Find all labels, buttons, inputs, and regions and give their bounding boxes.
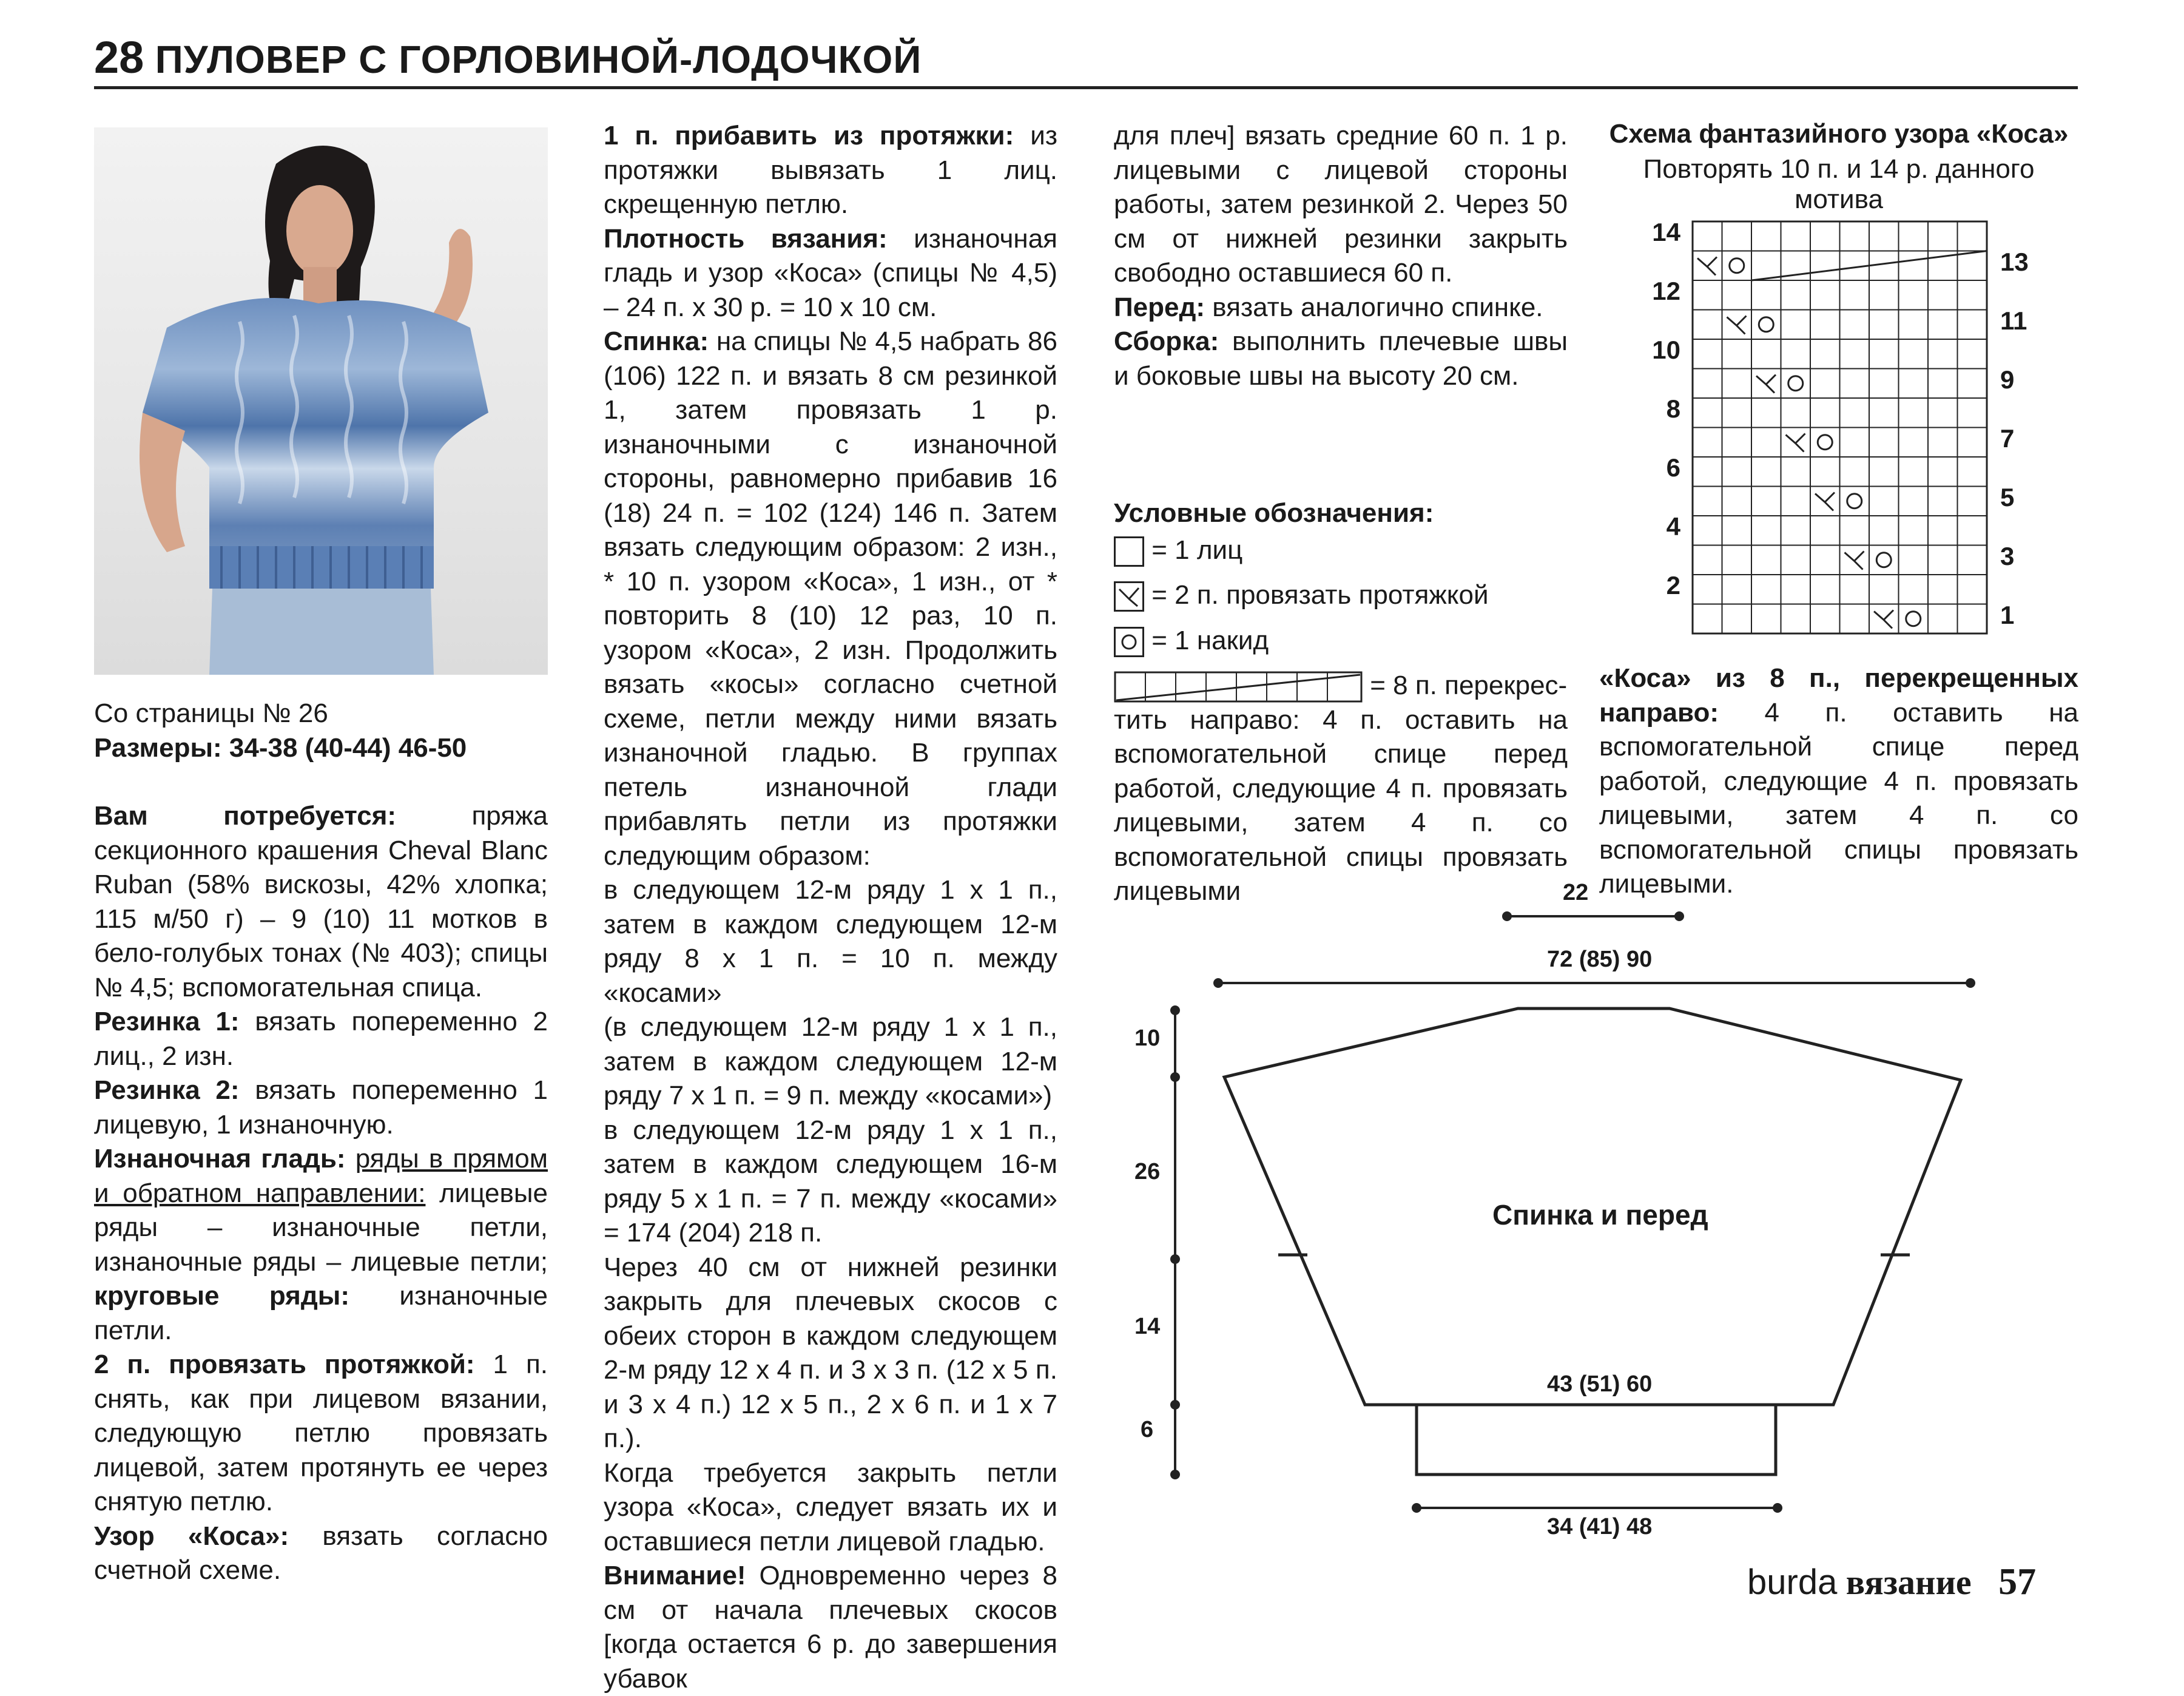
cable-symbol-icon — [1114, 671, 1363, 703]
footer-brand: burda — [1747, 1563, 1838, 1602]
chart-row-label: 7 — [2000, 424, 2015, 453]
rev-label: Изнаночная гладь: — [94, 1144, 346, 1174]
increase-paragraph — [604, 119, 1057, 222]
back-label: Спинка: — [604, 326, 709, 356]
schematic-label: Спинка и перед — [1492, 1199, 1708, 1231]
increase-label: 1 п. прибавить из протяжки: — [604, 121, 1014, 150]
chart-row-label: 8 — [1666, 394, 1680, 423]
dim-height-4: 6 — [1141, 1417, 1154, 1442]
chart-row-label: 11 — [2000, 306, 2027, 335]
knit-symbol-icon — [1114, 536, 1144, 567]
rib1-text: вязать попеременно 2 лиц., 2 изн. — [94, 1007, 548, 1071]
rev-text: лицевые ряды – изнаночные петли, изнаночные ряды – лицевые петли; — [94, 1178, 548, 1277]
column-2 — [604, 119, 1057, 1696]
column-3 — [1114, 119, 1568, 393]
back-text: на спицы № 4,5 набрать 86 (106) 122 п. и вязать 8 см резинкой 1, затем провязать 1 р. изнаночными с изнаночной стороны, равномерно прибавив 16 (18) 24 п. = 102 (124) 146 п. Затем вязать следующим образом: 2 изн., * 10 п. узором «Коса», 1 изн., от * повторить 8 (10) 12 раз, 10 п. узором «Коса», 2 изн. Продолжить вязать «косы» согласно счетной схеме, петли между ними вязать изнаночной гладью. В группах петель изнаночной глади прибавлять петли из протяжки следующим образом: — [604, 326, 1057, 871]
front-text: вязать аналогично спинке. — [1212, 292, 1543, 322]
chart-subtitle: Повторять 10 п. и 14 р. данного мотива — [1643, 154, 2035, 214]
dim-full-width: 72 (85) 90 — [1547, 947, 1653, 972]
attention-label: Внимание! — [604, 1561, 746, 1590]
gauge-label: Плотность вязания: — [604, 223, 888, 254]
k2tog-paragraph — [94, 1348, 548, 1519]
dim-bottom-width: 43 (51) 60 — [1547, 1371, 1653, 1397]
kosa-label: Узор «Коса»: — [94, 1521, 289, 1551]
legend — [1114, 496, 1568, 909]
reverse-stockinette-paragraph — [94, 1142, 548, 1348]
chart-row-label: 9 — [2000, 365, 2015, 394]
dim-top-width: 22 — [1563, 880, 1589, 905]
model-photo-illustration — [94, 127, 548, 675]
page-title — [94, 32, 922, 83]
continuation-paragraph: для плеч] вязать средние 60 п. 1 р. лицевыми с лицевой стороны работы, затем резинкой 2. Через 50 см от нижней резинки закрыть свободно оставшиеся 60 п. — [1114, 121, 1568, 288]
chart-row-label: 14 — [1652, 218, 1680, 246]
assembly-paragraph — [1114, 325, 1568, 393]
rib1-paragraph — [94, 1005, 548, 1073]
legend-knit-text: = 1 лиц — [1151, 535, 1243, 565]
kosa-pattern-paragraph — [94, 1519, 548, 1588]
chart-yo-mark — [1730, 258, 1744, 273]
chart-yo-mark — [1906, 612, 1921, 626]
legend-yo — [1114, 624, 1568, 658]
sizes-label: Размеры: — [94, 732, 222, 763]
footer-magazine: вязание — [1845, 1563, 1972, 1602]
shoulder-paragraph: Через 40 см от нижней резинки закрыть для плечевых скосов с обеих сторон в каждом следующем 2-м ряду 12 x 4 п. и 3 x 3 п. (12 x 5 п. и 3 x 4 п.) 12 x 5 п., 2 x 6 п. и 1 x 7 п.). — [604, 1252, 1057, 1453]
pattern-title: ПУЛОВЕР С ГОРЛОВИНОЙ-ЛОДОЧКОЙ — [155, 38, 922, 81]
chart-yo-mark — [1818, 435, 1832, 450]
gauge-text: изнаночная гладь и узор «Коса» (спицы № 4,5) – 24 п. x 30 р. = 10 x 10 см. — [604, 223, 1057, 322]
materials-text: пряжа секционного крашения Cheval Blanc Ruban (58% вискозы, 42% хлопка; 115 м/50 г) – 9 (10) 11 мотков в бело-голубых тонах (№ 403); спицы № 4,5; вспомогательная спица. — [94, 801, 548, 1002]
attention-paragraph — [604, 1559, 1057, 1696]
kosa-explanation-text: 4 п. оставить на вспомогательной спице перед работой, следующие 4 п. провязать лицевыми, затем 4 п. со вспомогательной спицы провязать лицевыми. — [1599, 697, 2078, 899]
chart-ssk-mark — [1697, 257, 1717, 275]
ssk-symbol-icon — [1114, 581, 1144, 612]
rev-underlined: ряды в прямом и обратном направлении: — [94, 1144, 548, 1208]
rev-round-label: круговые ряды: — [94, 1281, 349, 1311]
chart-row-label: 6 — [1666, 453, 1680, 482]
footer-page-number: 57 — [1998, 1561, 2037, 1603]
legend-title: Условные обозначения: — [1114, 498, 1434, 528]
column-1 — [94, 697, 548, 1588]
cable-close-paragraph: Когда требуется закрыть петли узора «Коса», следует вязать их и оставшиеся петли лицевой гладью. — [604, 1458, 1057, 1556]
chart-title: Схема фантазийного узора «Коса» — [1609, 119, 2069, 149]
header-rule — [94, 86, 2078, 89]
legend-ssk — [1114, 578, 1568, 613]
chart-row-label: 4 — [1666, 512, 1680, 541]
materials-paragraph — [94, 799, 548, 1005]
kosa-explanation-label: «Коса» из 8 п., перекрещенных направо: — [1599, 663, 2078, 728]
assembly-text: выполнить плечевые швы и боковые швы на высоту 20 см. — [1114, 326, 1568, 391]
k2tog-text: 1 п. снять, как при лицевом вязании, следующую петлю провязать лицевой, затем протянуть ее через снятую петлю. — [94, 1350, 548, 1516]
rib2-label: Резинка 2: — [94, 1075, 240, 1105]
increase-text: из протяжки вывязать 1 лиц. скрещенную петлю. — [604, 121, 1057, 219]
chart-row-label: 12 — [1652, 277, 1680, 305]
dim-height-1: 10 — [1134, 1025, 1161, 1051]
chart-row-label: 5 — [2000, 482, 2015, 512]
legend-knit — [1114, 533, 1568, 568]
attention-text: Одновременно через 8 см от начала плечевых скосов [когда остается 6 р. до завершения убавок — [604, 1561, 1057, 1694]
kosa-chart — [1626, 212, 2075, 637]
chart-yo-mark — [1759, 317, 1773, 332]
chart-row-label: 13 — [2000, 247, 2029, 276]
legend-cable-text-a: = 8 п. перекрес- — [1370, 671, 1568, 700]
sizes-line — [94, 731, 548, 766]
rib2-text: вязать попеременно 1 лицевую, 1 изнаночную. — [94, 1075, 548, 1140]
rev-round-text: изнаночные петли. — [94, 1281, 548, 1345]
front-paragraph — [1114, 291, 1568, 325]
dim-rib-width: 34 (41) 48 — [1547, 1514, 1653, 1539]
pattern-number: 28 — [94, 32, 144, 83]
sizes-value: 34-38 (40-44) 46-50 — [229, 732, 467, 763]
legend-ssk-text: = 2 п. провязать протяжкой — [1151, 580, 1489, 610]
garment-schematic — [1092, 850, 2002, 1547]
chart-ssk-mark — [1756, 375, 1776, 393]
chart-ssk-mark — [1845, 552, 1864, 570]
increase-size-2: (в следующем 12-м ряду 1 x 1 п., затем в каждом следующем 12-м ряду 7 x 1 п. = 9 п. между «косами») — [604, 1012, 1057, 1110]
footer — [1747, 1561, 2036, 1604]
increase-size-3: в следующем 12-м ряду 1 x 1 п., затем в каждом следующем 16-м ряду 5 x 1 п. = 7 п. между «косами» = 174 (204) 218 п. — [604, 1115, 1057, 1248]
chart-ssk-mark — [1815, 493, 1835, 511]
kosa-text: вязать согласно счетной схеме. — [94, 1521, 548, 1585]
k2tog-label: 2 п. провязать протяжкой: — [94, 1350, 475, 1379]
from-page-note: Со страницы № 26 — [94, 698, 328, 728]
rib2-paragraph — [94, 1073, 548, 1142]
chart-ssk-mark — [1727, 316, 1747, 334]
chart-yo-mark — [1876, 553, 1891, 567]
materials-label: Вам потребуется: — [94, 801, 397, 831]
yarn-over-symbol-icon — [1114, 627, 1144, 657]
increase-size-1: в следующем 12-м ряду 1 x 1 п., затем в каждом следующем 12-м ряду 8 x 1 п. = 10 п. между «косами» — [604, 875, 1057, 1008]
dim-height-2: 26 — [1134, 1159, 1161, 1184]
model-photo — [94, 127, 548, 675]
chart-row-label: 2 — [1666, 571, 1680, 600]
chart-yo-mark — [1847, 494, 1862, 508]
legend-cable-text-b: тить направо: 4 п. оставить на вспомогательной спице перед работой, следующие 4 п. провязать лицевыми, затем 4 п. со вспомогательной спицы провязать лицевыми — [1114, 704, 1568, 906]
assembly-label: Сборка: — [1114, 326, 1219, 356]
chart-ssk-mark — [1874, 610, 1893, 629]
legend-yo-text: = 1 накид — [1151, 625, 1269, 655]
chart-grid — [1626, 212, 2075, 637]
chart-row-label: 3 — [2000, 541, 2015, 570]
gauge-paragraph — [604, 222, 1057, 325]
dim-height-3: 14 — [1134, 1314, 1161, 1339]
chart-row-label: 10 — [1652, 336, 1680, 364]
rib1-label: Резинка 1: — [94, 1007, 240, 1036]
front-label: Перед: — [1114, 292, 1205, 322]
back-paragraph — [604, 325, 1057, 873]
chart-yo-mark — [1788, 376, 1803, 391]
chart-row-label: 1 — [2000, 600, 2015, 629]
chart-ssk-mark — [1786, 434, 1805, 452]
legend-cable — [1114, 669, 1568, 703]
